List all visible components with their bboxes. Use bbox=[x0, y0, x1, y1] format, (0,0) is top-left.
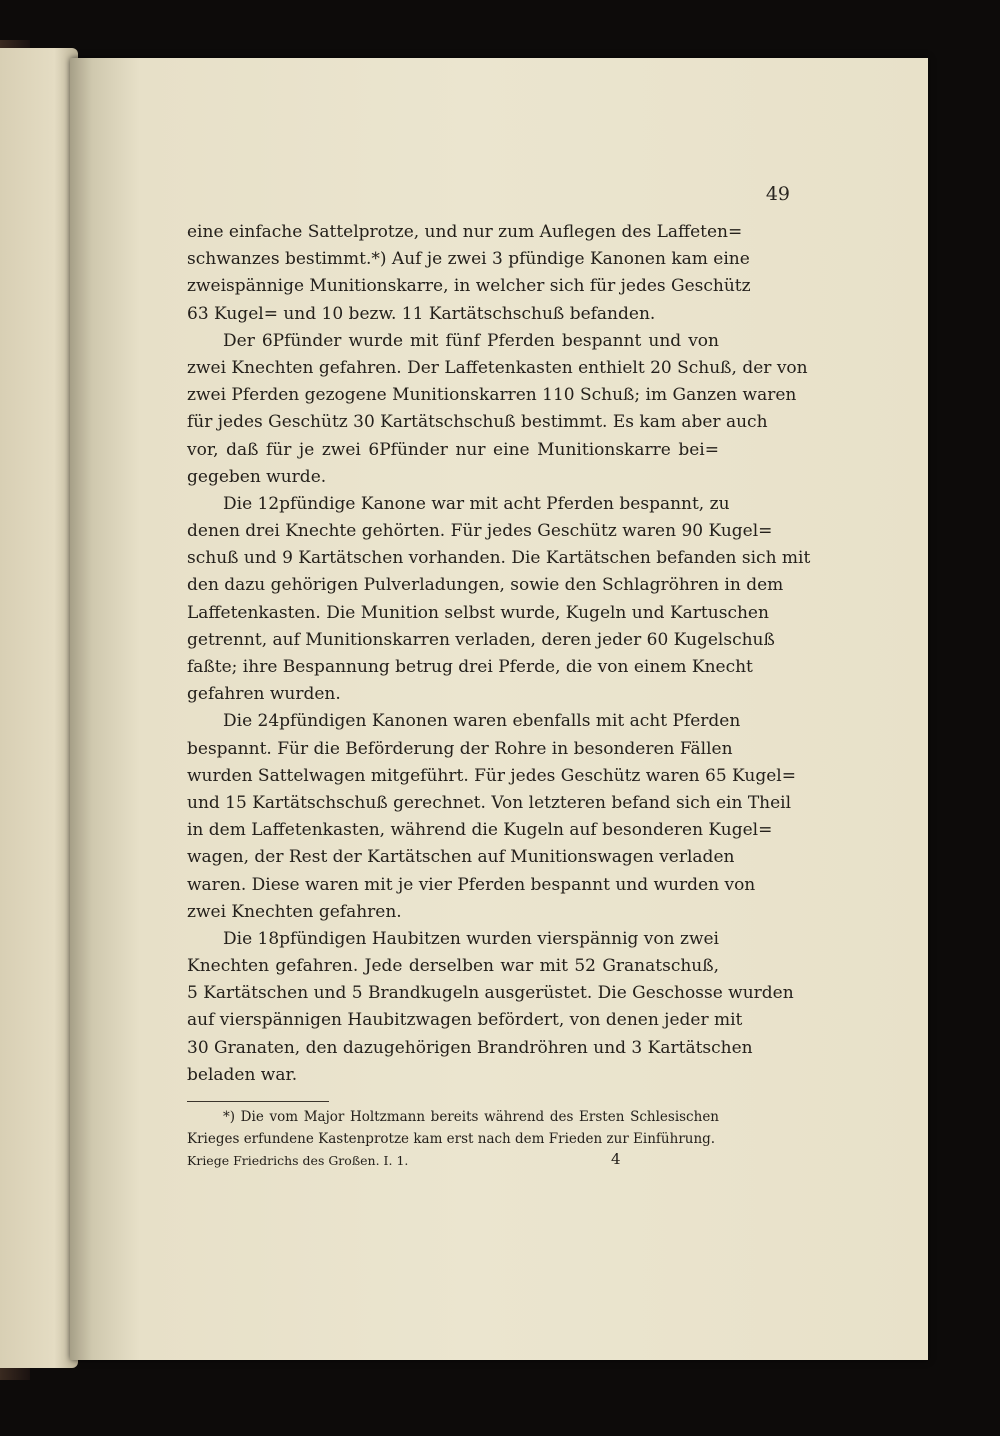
text-line: zwei Knechten gefahren. Der Laffetenkasten enthielt 20 Schuß, der von bbox=[187, 357, 808, 378]
signature-number: 4 bbox=[611, 1150, 621, 1168]
page-number: 49 bbox=[765, 183, 790, 205]
text-line: beladen war. bbox=[187, 1064, 298, 1085]
signature-title: Kriege Friedrichs des Großen. I. 1. bbox=[187, 1153, 409, 1168]
text-line: wagen, der Rest der Kartätschen auf Munitionswagen verladen bbox=[187, 847, 735, 868]
text-line: faßte; ihre Bespannung betrug drei Pferde, die von einem Knecht bbox=[187, 657, 753, 677]
text-line: waren. Diese waren mit je vier Pferden bespannt und wurden von bbox=[187, 874, 756, 895]
text-line: Die 18pfündigen Haubitzen wurden vierspännig von zwei bbox=[223, 928, 719, 949]
text-line: eine einfache Sattelprotze, und nur zum Auflegen des Laffeten= bbox=[187, 222, 743, 242]
text-line: wurden Sattelwagen mitgeführt. Für jedes Geschütz waren 65 Kugel= bbox=[187, 765, 796, 786]
text-line: zwei Knechten gefahren. bbox=[187, 901, 402, 922]
text-line: den dazu gehörigen Pulverladungen, sowie den Schlagröhren in dem bbox=[187, 575, 784, 596]
text-line: für jedes Geschütz 30 Kartätschschuß bestimmt. Es kam aber auch bbox=[187, 412, 768, 433]
text-line: auf vierspännigen Haubitzwagen befördert, von denen jeder mit bbox=[187, 1010, 743, 1031]
text-line: getrennt, auf Munitionskarren verladen, deren jeder 60 Kugelschuß bbox=[187, 629, 775, 650]
text-line: vor, daß für je zwei 6Pfünder nur eine Munitionskarre bei= bbox=[187, 439, 719, 460]
footnote-rule bbox=[187, 1101, 329, 1102]
text-line: Der 6Pfünder wurde mit fünf Pferden bespannt und von bbox=[223, 330, 719, 351]
footnote-line: Krieges erfundene Kastenprotze kam erst nach dem Frieden zur Einführung. bbox=[187, 1131, 716, 1147]
text-line: denen drei Knechte gehörten. Für jedes Geschütz waren 90 Kugel= bbox=[187, 521, 773, 542]
text-line: 5 Kartätschen und 5 Brandkugeln ausgerüstet. Die Geschosse wurden bbox=[187, 983, 794, 1004]
footnote-line: *) Die vom Major Holtzmann bereits während des Ersten Schlesischen bbox=[223, 1109, 719, 1125]
text-line: Die 24pfündigen Kanonen waren ebenfalls mit acht Pferden bbox=[223, 711, 741, 732]
text-line: bespannt. Für die Beförderung der Rohre in besonderen Fällen bbox=[187, 738, 733, 759]
text-line: Laffetenkasten. Die Munition selbst wurde, Kugeln und Kartuschen bbox=[187, 602, 769, 623]
text-line: 30 Granaten, den dazugehörigen Brandröhren und 3 Kartätschen bbox=[187, 1037, 753, 1058]
footnote bbox=[187, 1106, 719, 1150]
text-line: in dem Laffetenkasten, während die Kugeln auf besonderen Kugel= bbox=[187, 820, 773, 841]
text-line: und 15 Kartätschschuß gerechnet. Von letzteren befand sich ein Theil bbox=[187, 792, 792, 813]
text-line: gefahren wurden. bbox=[187, 684, 341, 705]
text-line: Knechten gefahren. Jede derselben war mit 52 Granatschuß, bbox=[187, 956, 719, 977]
text-line: zwei Pferden gezogene Munitionskarren 110 Schuß; im Ganzen waren bbox=[187, 385, 797, 406]
text-line: zweispännige Munitionskarre, in welcher sich für jedes Geschütz bbox=[187, 276, 751, 297]
text-line: Die 12pfündige Kanone war mit acht Pferden bespannt, zu bbox=[223, 493, 730, 514]
text-line: 63 Kugel= und 10 bezw. 11 Kartätschschuß befanden. bbox=[187, 303, 656, 324]
body-text bbox=[187, 219, 811, 1089]
text-line: gegeben wurde. bbox=[187, 466, 327, 487]
previous-page-edge bbox=[0, 48, 78, 1368]
text-line: schuß und 9 Kartätschen vorhanden. Die Kartätschen befanden sich mit bbox=[187, 548, 811, 569]
text-line: schwanzes bestimmt.*) Auf je zwei 3 pfündige Kanonen kam eine bbox=[187, 249, 750, 270]
